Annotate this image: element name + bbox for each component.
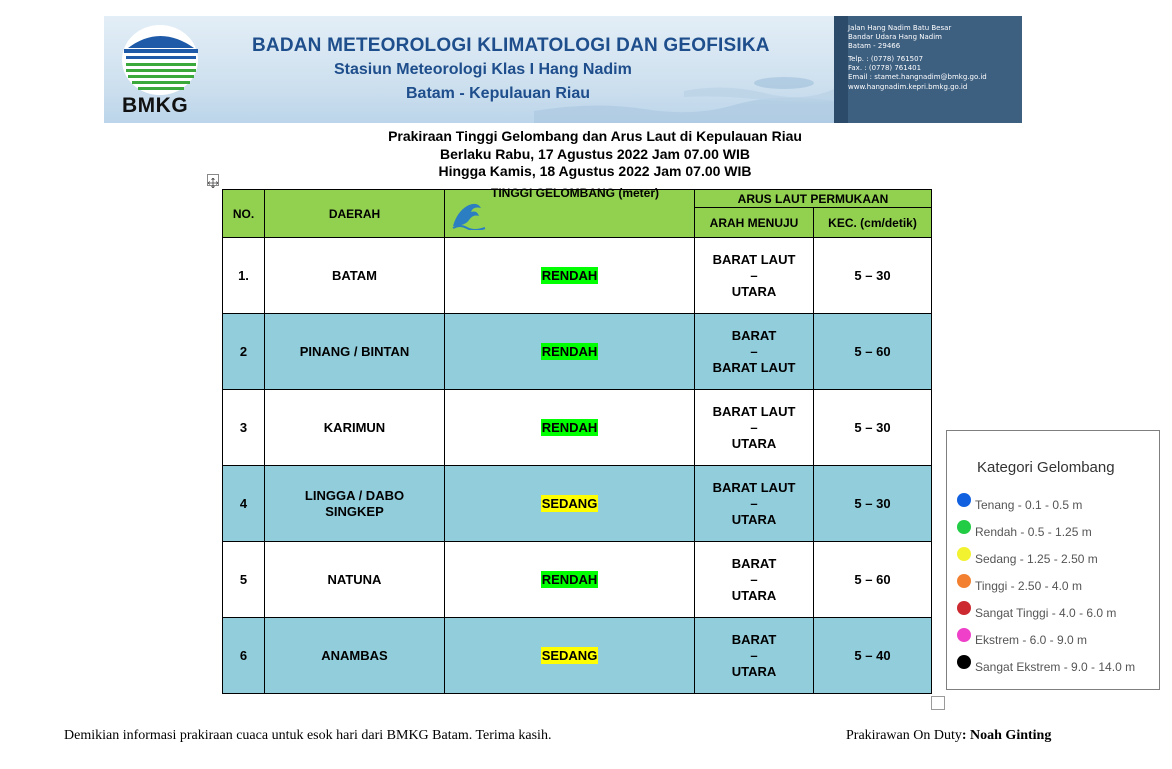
table-move-handle[interactable]: [207, 174, 219, 186]
fax-number: Fax. : (0778) 761401: [848, 64, 922, 73]
row-wave: [445, 390, 695, 466]
header-direction: ARAH MENUJU: [695, 208, 814, 238]
phone-number: Telp. : (0778) 761507: [848, 55, 924, 64]
row-region: NATUNA: [265, 542, 445, 618]
row-wave: [445, 314, 695, 390]
forecast-table: [222, 185, 932, 694]
validity-end: Hingga Kamis, 18 Agustus 2022 Jam 07.00 WIB: [438, 163, 752, 179]
contact-info: [848, 24, 1018, 92]
wave-header-content: [445, 185, 694, 230]
direction-from: BARAT: [731, 631, 777, 647]
legend-dot: [957, 493, 971, 507]
direction-dash: –: [750, 267, 758, 283]
header-current-group: ARUS LAUT PERMUKAAN: [695, 190, 932, 208]
row-no: 5: [223, 542, 265, 618]
row-region: [265, 466, 445, 542]
legend-label: Sangat Ekstrem - 9.0 - 14.0 m: [975, 660, 1136, 674]
direction-to: UTARA: [731, 587, 777, 603]
address-line: Bandar Udara Hang Nadim: [848, 33, 943, 42]
legend-label: Tenang - 0.1 - 0.5 m: [975, 498, 1083, 512]
row-speed: 5 – 60: [814, 314, 932, 390]
row-direction: [695, 314, 814, 390]
organization-name: BADAN METEOROLOGI KLIMATOLOGI DAN GEOFISIKA: [252, 35, 770, 56]
legend-item: [957, 493, 1157, 511]
legend-label: Sangat Tinggi - 4.0 - 6.0 m: [975, 606, 1117, 620]
station-city: Batam - Kepulauan Riau: [406, 85, 591, 102]
wave-badge: SEDANG: [541, 648, 598, 663]
website: www.hangnadim.kepri.bmkg.go.id: [848, 82, 968, 91]
table-resize-handle[interactable]: [931, 696, 945, 710]
legend-dot: [957, 520, 971, 534]
row-no: 6: [223, 618, 265, 694]
legend-dot: [957, 628, 971, 642]
station-name: Stasiun Meteorologi Klas I Hang Nadim: [334, 61, 632, 78]
row-no: 2: [223, 314, 265, 390]
row-direction: [695, 618, 814, 694]
validity-start: Berlaku Rabu, 17 Agustus 2022 Jam 07.00 WIB: [440, 146, 750, 162]
legend-item: [957, 628, 1157, 646]
table-row: [223, 542, 932, 618]
header-no: NO.: [223, 190, 265, 238]
legend-label: Tinggi - 2.50 - 4.0 m: [975, 579, 1082, 593]
region-line: SINGKEP: [325, 503, 384, 519]
row-no: 3: [223, 390, 265, 466]
row-wave: [445, 542, 695, 618]
forecaster-on-duty: [846, 728, 1051, 744]
direction-from: BARAT: [731, 555, 777, 571]
direction-from: BARAT: [731, 327, 777, 343]
legend-label: Ekstrem - 6.0 - 9.0 m: [975, 633, 1088, 647]
row-speed: 5 – 30: [814, 466, 932, 542]
row-no: 1.: [223, 238, 265, 314]
legend-label: Rendah - 0.5 - 1.25 m: [975, 525, 1092, 539]
legend-item: [957, 547, 1157, 565]
contact-panel: [834, 16, 1022, 123]
table-row: [223, 314, 932, 390]
header-speed: KEC. (cm/detik): [814, 208, 932, 238]
address-line: Batam - 29466: [848, 42, 901, 51]
legend-item: [957, 655, 1157, 673]
row-speed: 5 – 30: [814, 390, 932, 466]
row-wave: [445, 238, 695, 314]
wave-badge: RENDAH: [541, 420, 598, 435]
direction-dash: –: [750, 647, 758, 663]
table-row: [223, 238, 932, 314]
direction-to: BARAT LAUT: [712, 359, 796, 375]
legend-dot: [957, 601, 971, 615]
legend-label: Sedang - 1.25 - 2.50 m: [975, 552, 1098, 566]
table-row: [223, 618, 932, 694]
direction-from: BARAT LAUT: [712, 251, 796, 267]
direction-to: UTARA: [731, 663, 777, 679]
wave-badge: SEDANG: [541, 496, 598, 511]
legend-dot: [957, 655, 971, 669]
row-direction: [695, 390, 814, 466]
row-direction: [695, 466, 814, 542]
direction-dash: –: [750, 419, 758, 435]
wave-badge: RENDAH: [541, 268, 598, 283]
header-banner: [104, 16, 1022, 123]
direction-dash: –: [750, 495, 758, 511]
wave-badge: RENDAH: [541, 344, 598, 359]
table-row: [223, 390, 932, 466]
wave-category-legend: [946, 430, 1160, 690]
wave-badge: RENDAH: [541, 572, 598, 587]
row-wave: [445, 618, 695, 694]
move-icon: [208, 178, 218, 188]
panel-notch: [834, 16, 848, 123]
direction-to: UTARA: [731, 435, 777, 451]
document-title: Prakiraan Tinggi Gelombang dan Arus Laut di Kepulauan Riau: [388, 128, 802, 144]
row-no: 4: [223, 466, 265, 542]
row-speed: 5 – 60: [814, 542, 932, 618]
direction-to: UTARA: [731, 511, 777, 527]
closing-note: Demikian informasi prakiraan cuaca untuk esok hari dari BMKG Batam. Terima kasih.: [64, 728, 552, 743]
duty-label: Prakirawan On Duty: [846, 728, 962, 743]
direction-from: BARAT LAUT: [712, 479, 796, 495]
address-line: Jalan Hang Nadim Batu Besar: [848, 24, 952, 32]
direction-to: UTARA: [731, 283, 777, 299]
direction-dash: –: [750, 571, 758, 587]
row-wave: [445, 466, 695, 542]
header-wave: [445, 185, 695, 238]
row-direction: [695, 238, 814, 314]
row-region: KARIMUN: [265, 390, 445, 466]
header-region: DAERAH: [265, 190, 445, 238]
direction-from: BARAT LAUT: [712, 403, 796, 419]
logo-text: BMKG: [122, 94, 189, 117]
legend-dot: [957, 574, 971, 588]
row-region: PINANG / BINTAN: [265, 314, 445, 390]
row-speed: 5 – 30: [814, 238, 932, 314]
legend-dot: [957, 547, 971, 561]
row-speed: 5 – 40: [814, 618, 932, 694]
duty-name: : Noah Ginting: [961, 728, 1052, 743]
region-line: LINGGA / DABO: [304, 487, 405, 503]
email-address: Email : stamet.hangnadim@bmkg.go.id: [848, 73, 987, 82]
direction-dash: –: [750, 343, 758, 359]
legend-item: [957, 520, 1157, 538]
wave-icon: [451, 198, 487, 230]
legend-item: [957, 574, 1157, 592]
table-row: [223, 466, 932, 542]
row-direction: [695, 542, 814, 618]
wave-header-label: TINGGI GELOMBANG (meter): [491, 185, 660, 200]
legend-title: Kategori Gelombang: [977, 459, 1115, 476]
legend-item: [957, 601, 1157, 619]
row-region: BATAM: [265, 238, 445, 314]
row-region: ANAMBAS: [265, 618, 445, 694]
